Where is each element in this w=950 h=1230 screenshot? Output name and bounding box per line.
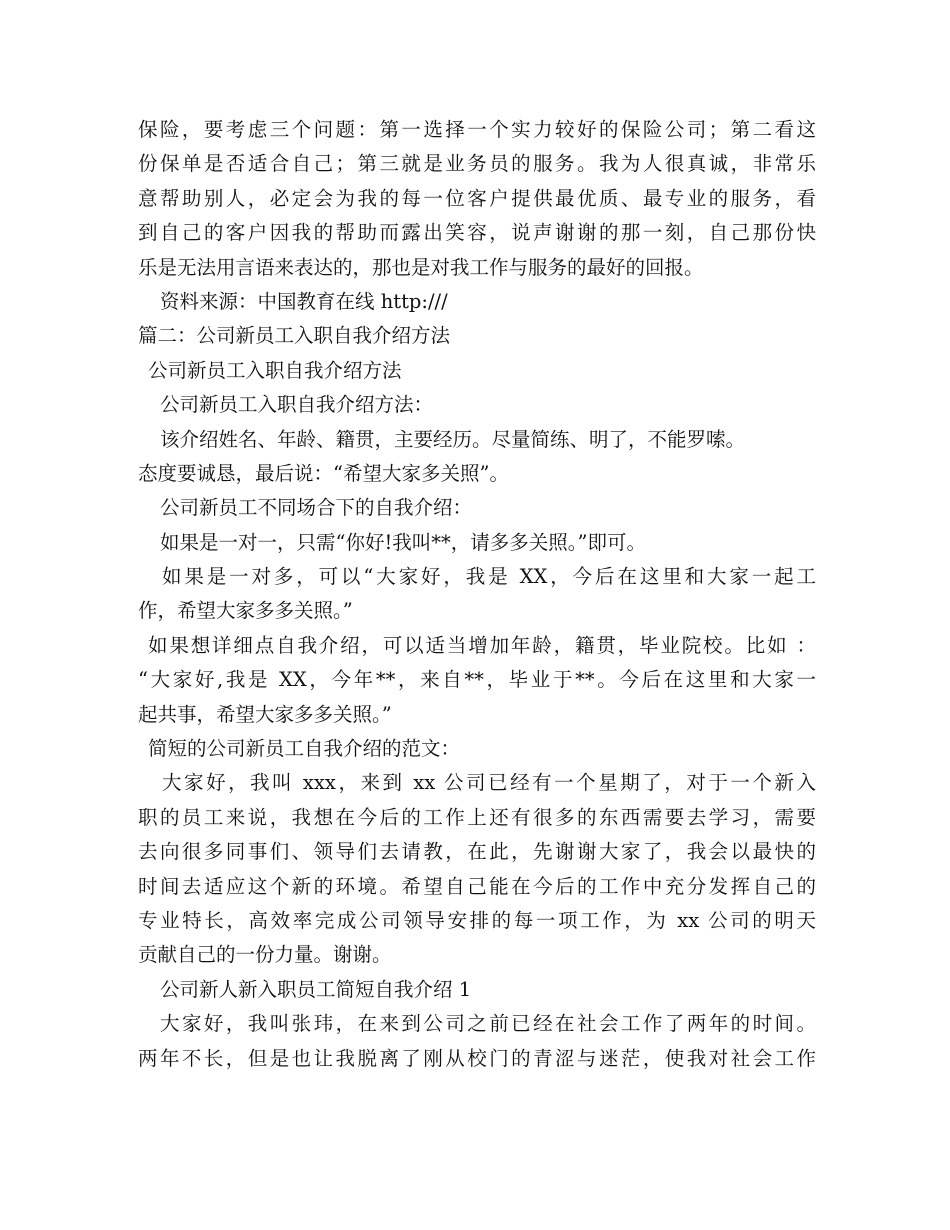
text-line: 简短的公司新员工自我介绍的范文：	[148, 737, 461, 761]
text-line: 保险，要考虑三个问题：第一选择一个实力较好的保险公司；第二看这	[138, 118, 816, 141]
text-line: 如果想详细点自我介绍，可以适当增加年龄，籍贯，毕业院校。比如 ：	[148, 633, 816, 657]
text-line: 作，希望大家多多关照。”	[138, 599, 353, 623]
text-line: 公司新人新入职员工简短自我介绍 1	[160, 977, 472, 1001]
text-line: 到自己的客户因我的帮助而露出笑容，说声谢谢的那一刻，自己那份快	[138, 221, 816, 245]
text-line: 意帮助别人，必定会为我的每一位客户提供最优质、最专业的服务，看	[138, 186, 816, 210]
text-line: 公司新员工入职自我介绍方法	[148, 358, 402, 382]
text-line: 职的员工来说，我想在今后的工作上还有很多的东西需要去学习，需要	[138, 805, 816, 829]
text-line: 大家好，我叫张玮，在来到公司之前已经在社会工作了两年的时间。	[160, 1012, 816, 1036]
text-line: 乐是无法用言语来表达的，那也是对我工作与服务的最好的回报。	[138, 255, 704, 279]
text-line: “大家好,我是 XX，今年**，来自**，毕业于**。今后在这里和大家一	[138, 668, 816, 692]
text-line: 如果是一对一，只需“你好!我叫**，请多多关照。”即可。	[160, 530, 647, 554]
text-line: 态度要诚恳，最后说：“希望大家多关照”。	[138, 461, 509, 485]
text-line: 资料来源：中国教育在线 http:///	[160, 289, 448, 313]
text-line: 公司新员工入职自我介绍方法：	[160, 393, 434, 417]
text-line: 公司新员工不同场合下的自我介绍：	[160, 496, 473, 520]
text-line: 专业特长，高效率完成公司领导安排的每一项工作，为 xx 公司的明天	[138, 908, 816, 932]
document-body	[138, 113, 816, 1076]
text-line: 篇二：公司新员工入职自我介绍方法	[138, 324, 451, 348]
text-line: 去向很多同事们、领导们去请教，在此，先谢谢大家了，我会以最快的	[138, 840, 816, 864]
text-line: 该介绍姓名、年龄、籍贯，主要经历。尽量简练、明了，不能罗嗦。	[160, 427, 746, 451]
text-line: 份保单是否适合自己；第三就是业务员的服务。我为人很真诚，非常乐	[138, 152, 816, 176]
text-line: 贡献自己的一份力量。谢谢。	[138, 943, 392, 967]
text-line: 两年不长，但是也让我脱离了刚从校门的青涩与迷茫，使我对社会工作	[138, 1046, 816, 1070]
text-line: 大家好，我叫 xxx，来到 xx 公司已经有一个星期了，对于一个新入	[162, 771, 816, 795]
text-line: 时间去适应这个新的环境。希望自己能在今后的工作中充分发挥自己的	[138, 874, 816, 898]
text-line: 起共事，希望大家多多关照。”	[138, 702, 392, 726]
text-line: 如果是一对多，可以“大家好，我是 XX，今后在这里和大家一起工	[162, 565, 816, 589]
